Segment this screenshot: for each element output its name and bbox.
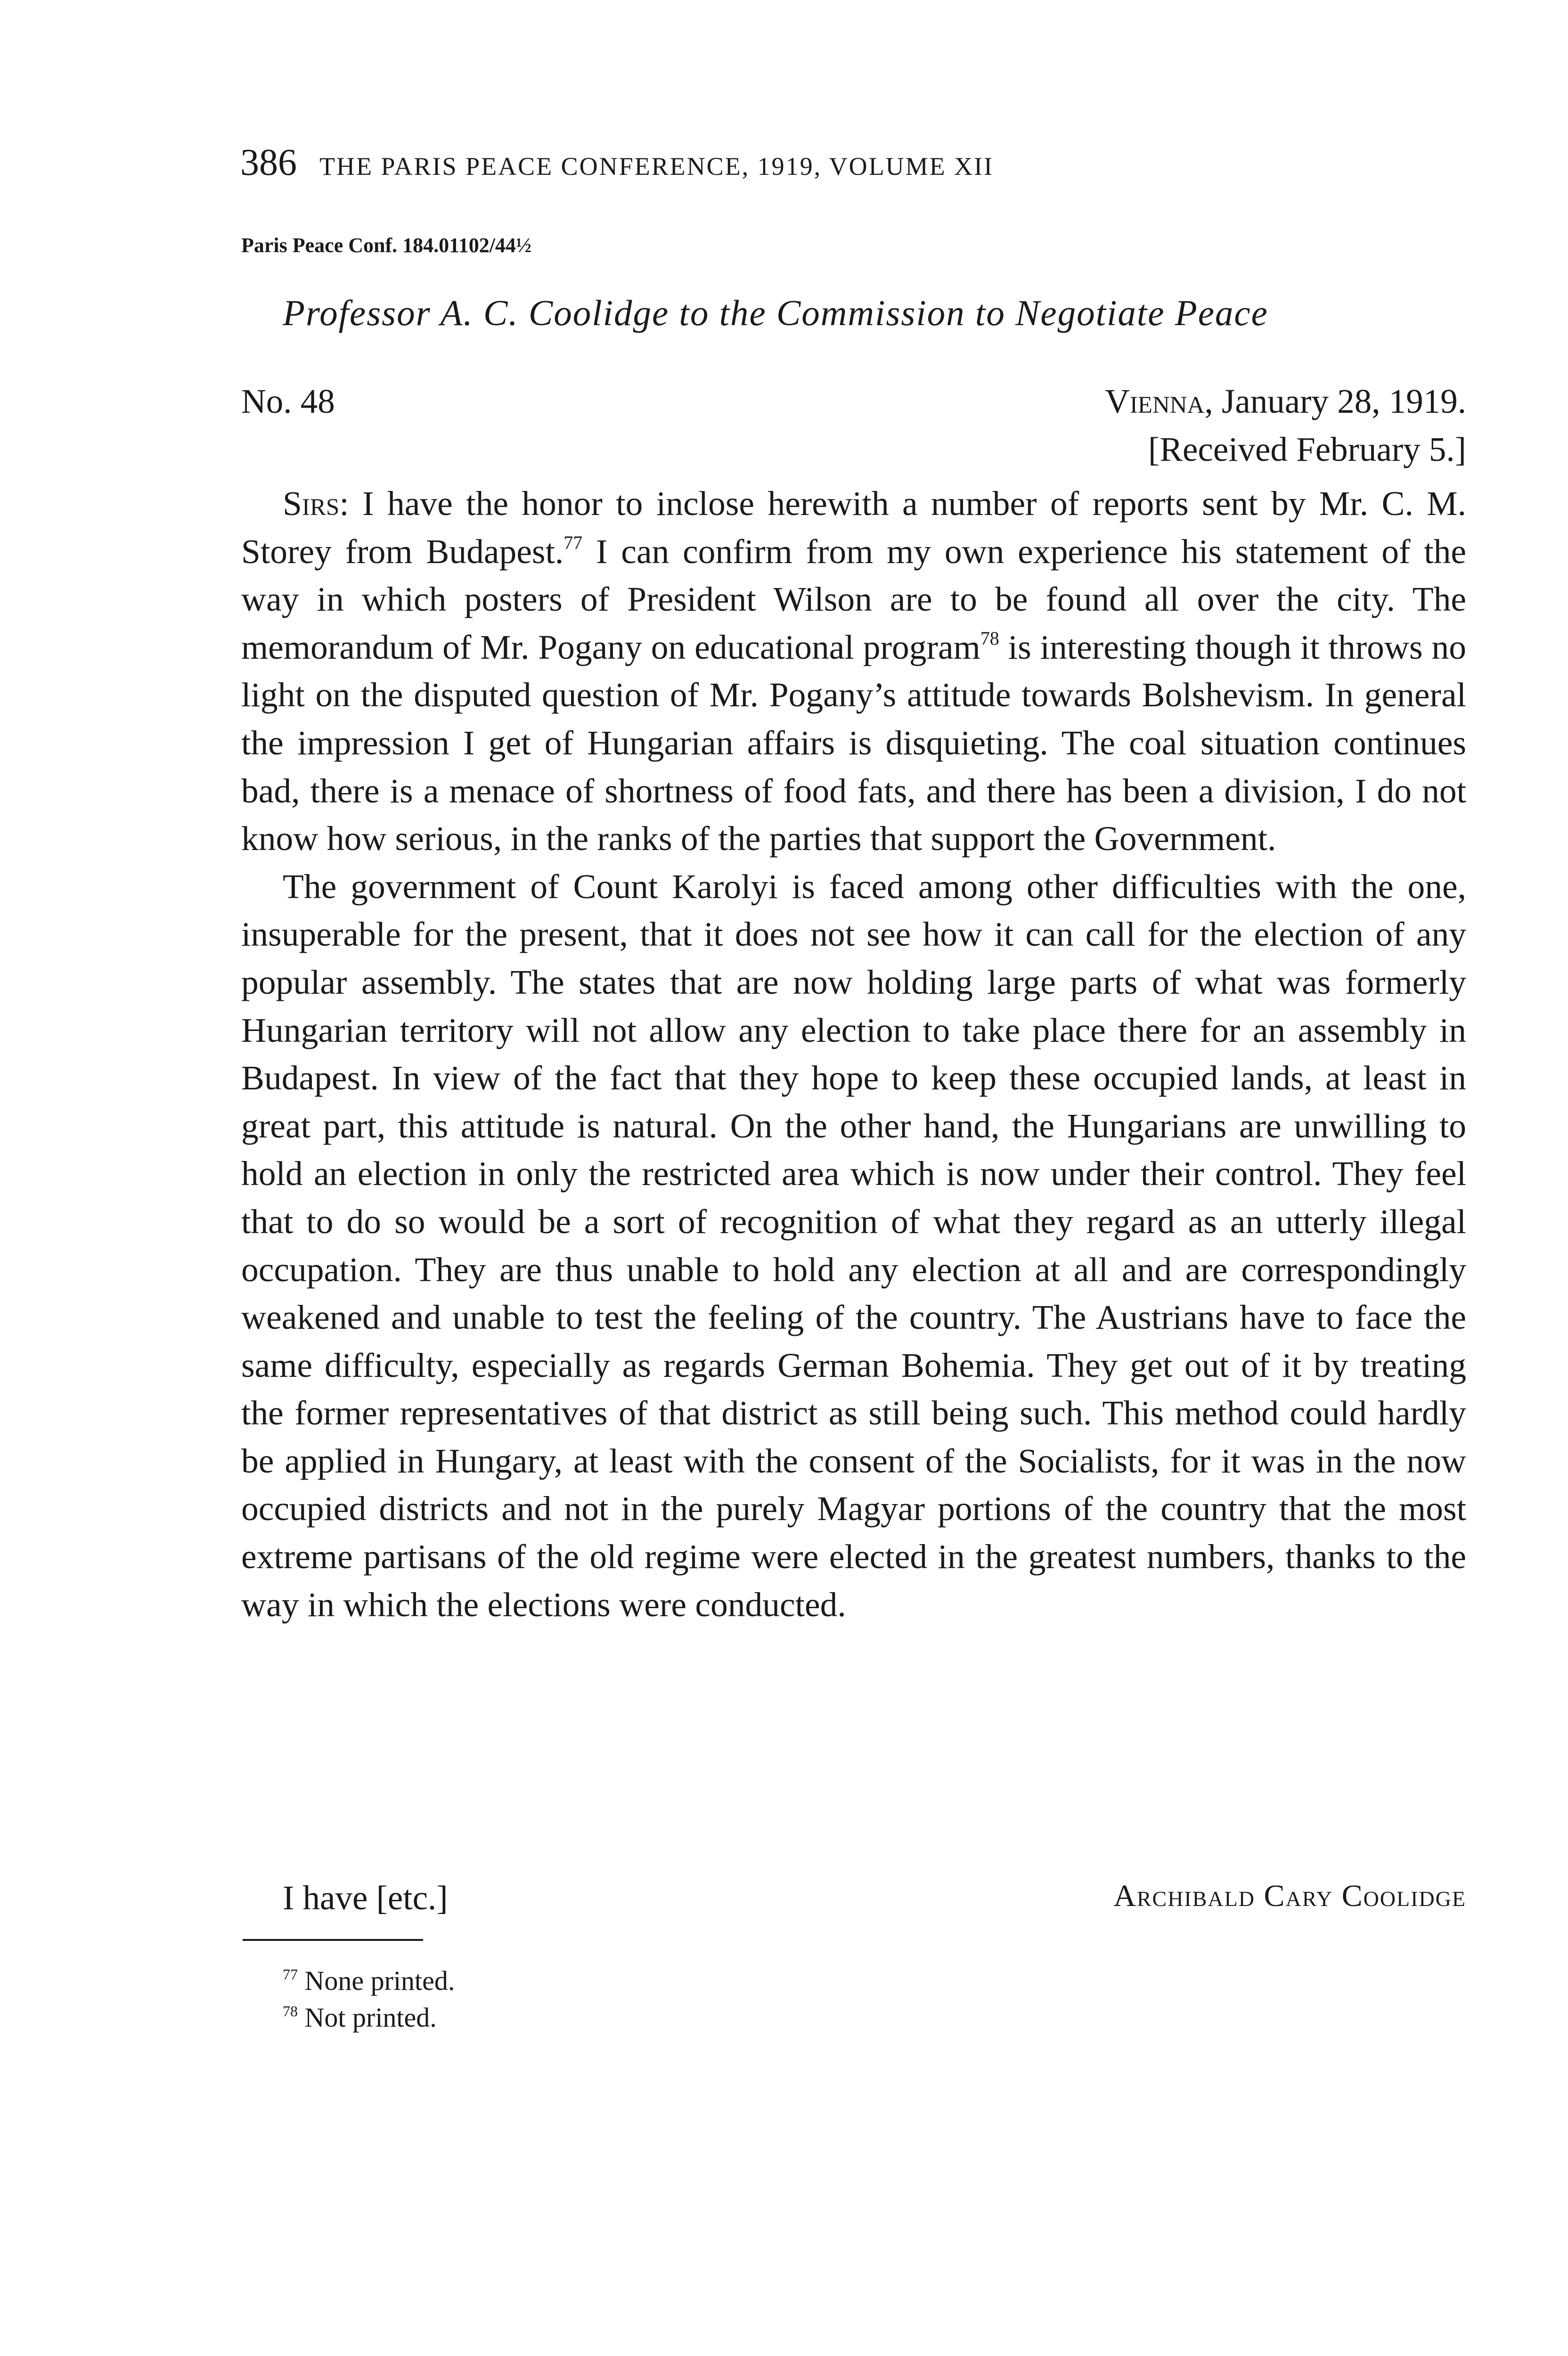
signature: Archibald Cary Coolidge (1113, 1879, 1466, 1913)
dateline-date: , January 28, 1919. (1204, 382, 1466, 420)
paragraph-1-text-a: : I have the honor to inclose herewith a number of reports sent by Mr. C. M. Storey from Budapest. (241, 484, 1466, 571)
footnote (283, 2002, 437, 2033)
file-reference: Paris Peace Conf. 184.01102/44½ (241, 234, 531, 257)
footnote-divider (243, 1939, 423, 1941)
running-header (240, 141, 1395, 184)
paragraph-1-text-c: is interesting though it throws no light on the disputed question of Mr. Pogany’s attitude towards Bolshevism. In general the impression I get of Hungarian affairs is disquieting. The coal situation continues bad, there is a menace of shortness of food fats, and there has been a division, I do not know how serious, in the ranks of the parties that support the Government. (241, 628, 1467, 858)
dateline-place: Vienna (1105, 382, 1205, 420)
dateline (1105, 382, 1466, 421)
footnote-text: None printed. (304, 1965, 455, 1996)
footnote-reference: 78 (980, 627, 999, 649)
paragraph-2: The government of Count Karolyi is faced among other difficulties with the one, insuperable for the present, that it does not see how it can call for the election of any popular assembly. The states that are now holding large parts of what was formerly Hungarian territory will not allow any election to take place there for an assembly in Budapest. In view of the fact that they hope to keep these occupied lands, at least in great part, this attitude is natural. On the other hand, the Hungarians are unwilling to hold an election in only the restricted area which is now under their control. They feel that to do so would be a sort of recognition of what they regard as an utterly illegal occupation. They are thus unable to hold any election at all and are correspondingly weakened and unable to test the feeling of the country. The Austrians have to face the same difficulty, especially as regards German Bohemia. They get out of it by treating the former representatives of that district as still being such. This method could hardly be applied in Hungary, at least with the consent of the Socialists, for it was in the now occupied districts and not in the purely Magyar portions of the country that the most extreme partisans of the old regime were elected in the greatest numbers, thanks to the way in which the elections were conducted. (241, 867, 1466, 1624)
letter-body (241, 480, 1466, 1628)
closing: I have [etc.] (283, 1879, 448, 1917)
running-title: THE PARIS PEACE CONFERENCE, 1919, VOLUME XII (319, 152, 994, 180)
paragraph-1 (241, 480, 1466, 863)
document-number: No. 48 (241, 382, 335, 420)
salutation: Sirs (283, 484, 340, 523)
page-number: 386 (240, 142, 297, 183)
received-date: [Received February 5.] (1148, 430, 1466, 468)
document-title: Professor A. C. Coolidge to the Commission to Negotiate Peace (283, 293, 1268, 333)
paragraph-1-text-b: I can confirm from my own experience his statement of the way in which posters of President Wilson are to be found all over the city. The memorandum of Mr. Pogany on educational program (241, 532, 1466, 666)
footnote (283, 1965, 455, 1996)
footnote-marker: 78 (283, 2003, 298, 2020)
footnote-text: Not printed. (304, 2002, 437, 2033)
footnote-reference: 77 (564, 532, 583, 553)
footnote-marker: 77 (283, 1966, 298, 1983)
